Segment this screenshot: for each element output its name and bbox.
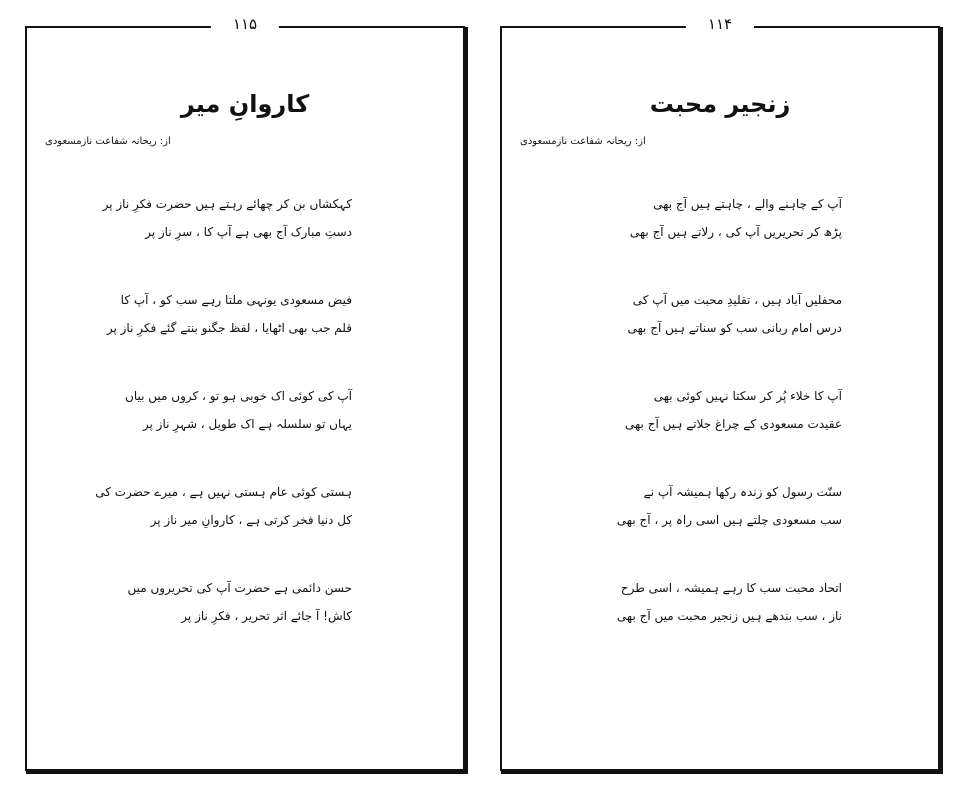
verse-line: ہستی کوئی عام ہستی نہیں ہے ، میرے حضرت کی bbox=[95, 485, 352, 499]
verse-line: اتحاد محبت سب کا رہے ہمیشہ ، اسی طرح bbox=[620, 581, 842, 595]
stanza bbox=[612, 190, 842, 286]
verse-line: فیض مسعودی یونہی ملتا رہے سب کو ، آپ کا bbox=[120, 293, 352, 307]
page-number: ۱۱۴ bbox=[686, 14, 754, 34]
verse-line: کہکشاں بن کر چھائے رہتے ہیں حضرت فکرِ ناز پر bbox=[102, 197, 352, 211]
poem-author: از: ریحانہ شفاعت نازمسعودی bbox=[520, 136, 646, 147]
verse-line: سنّت رسول کو زندہ رکھا ہمیشہ آپ نے bbox=[643, 485, 842, 499]
stanza bbox=[106, 286, 352, 382]
right-page bbox=[500, 15, 940, 771]
verse-line: پڑھ کر تحریریں آپ کی ، رلاتے ہیں آج بھی bbox=[629, 225, 842, 239]
poem-title: کاروانِ میر bbox=[180, 90, 310, 118]
verse-line: یہاں تو سلسلہ ہے اک طویل ، شہرِ ناز پر bbox=[142, 417, 352, 431]
stanza bbox=[102, 190, 352, 286]
verse-line: محفلیں آباد ہیں ، تقلیدِ محبت میں آپ کی bbox=[632, 293, 842, 307]
stanza bbox=[612, 574, 842, 670]
stanza bbox=[612, 382, 842, 478]
poem-author: از: ریحانہ شفاعت نازمسعودی bbox=[45, 136, 171, 147]
verse-line: آپ کی کوئی اک خوبی ہو تو ، کروں میں بیاں bbox=[125, 389, 352, 403]
page-number: ۱۱۵ bbox=[211, 14, 279, 34]
verse-line: آپ کے چاہنے والے ، چاہتے ہیں آج بھی bbox=[653, 197, 842, 211]
poem-body bbox=[612, 190, 842, 670]
poem-title: زنجیر محبت bbox=[649, 90, 791, 118]
verse-line: درس امام ربانی سب کو سناتے ہیں آج بھی bbox=[627, 321, 842, 335]
stanza bbox=[612, 478, 842, 574]
verse-line: کل دنیا فخر کرتی ہے ، کاروانِ میر ناز پر bbox=[150, 513, 352, 527]
verse-line: کاش! آ جائے اثر تحریر ، فکرِ ناز پر bbox=[181, 609, 352, 623]
verse-line: ناز ، سب بندھے ہیں زنجیر محبت میں آج بھی bbox=[616, 609, 842, 623]
stanza bbox=[122, 574, 352, 670]
stanza bbox=[95, 478, 352, 574]
verse-line: دستِ مبارک آج بھی ہے آپ کا ، سرِ ناز پر bbox=[145, 225, 352, 239]
verse-line: قلم جب بھی اٹھایا ، لفظ جگنو بنتے گئے فکرِ ناز پر bbox=[106, 321, 352, 335]
verse-line: سب مسعودی چلتے ہیں اسی راہ پر ، آج بھی bbox=[616, 513, 842, 527]
verse-line: عقیدت مسعودی کے چراغ جلاتے ہیں آج بھی bbox=[625, 417, 842, 431]
stanza bbox=[122, 382, 352, 478]
verse-line: آپ کا خلاء پُر کر سکتا نہیں کوئی بھی bbox=[653, 389, 842, 403]
left-page bbox=[25, 15, 465, 771]
poem-body bbox=[95, 190, 352, 670]
stanza bbox=[612, 286, 842, 382]
verse-line: حسن دائمی ہے حضرت آپ کی تحریروں میں bbox=[127, 581, 352, 595]
